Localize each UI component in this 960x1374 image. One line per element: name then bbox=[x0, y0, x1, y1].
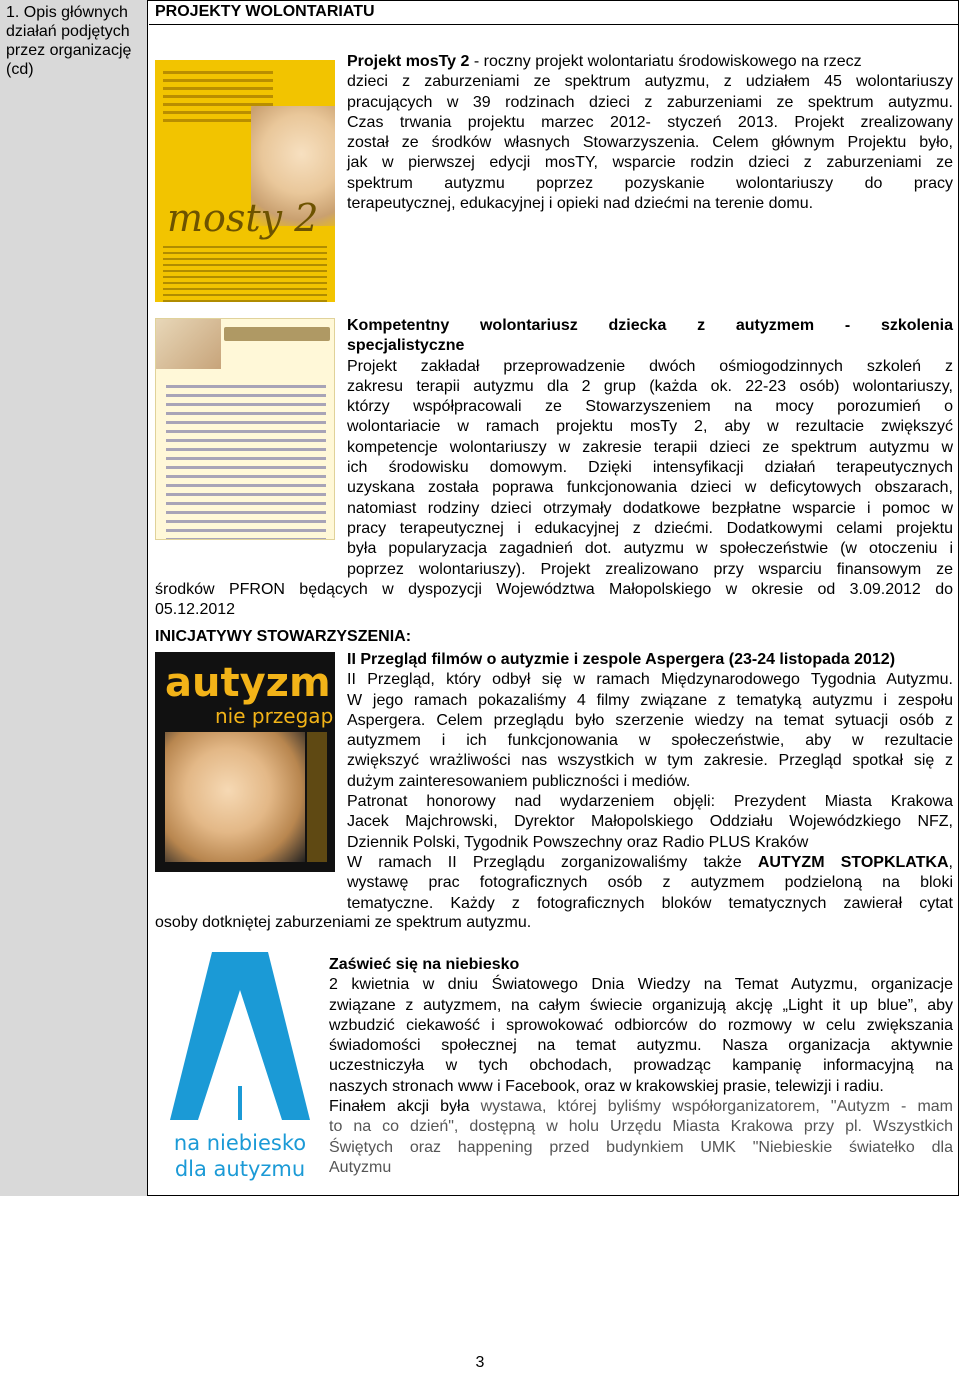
logo-line-1: na niebiesko bbox=[173, 1131, 307, 1155]
project2-full-text bbox=[155, 580, 953, 621]
project1-line: spektrum autyzmu poprzez pozyskanie wolontariuszy do pracy bbox=[347, 174, 953, 192]
initiative2-title: Zaświeć się na niebiesko bbox=[329, 956, 520, 973]
project2-line: poprzez wolontariuszy). Projekt zrealizowano przy wsparciu finansowym ze bbox=[347, 560, 953, 578]
film-review-poster-image bbox=[155, 652, 335, 894]
section-heading: PROJEKTY WOLONTARIATU bbox=[155, 3, 375, 20]
initiative2-line: 2 kwietnia w dniu Światowego Dnia Wiedzy na Temat Autyzmu, organizacje bbox=[329, 976, 953, 994]
project2-line: uzyskana została poprawa funkcjonowania dzieci w deficytowych obszarach, bbox=[347, 479, 953, 497]
poster-title: autyzm bbox=[165, 660, 331, 706]
project2-title: Kompetentny wolontariusz dziecka z autyzmem - szkolenia bbox=[347, 317, 953, 334]
project1-line: dzieci z zaburzeniami ze spektrum autyzmu, z udziałem 45 wolontariuszy bbox=[347, 73, 953, 91]
project2-line: pracy terapeutycznej i edukacyjnej z dziećmi. Dodatkowymi celami projektu bbox=[347, 519, 953, 537]
project1-line: jak w pierwszej edycji mosTY, wsparcie rodzin dzieci z zaburzeniami ze bbox=[347, 154, 953, 172]
initiative2-line: Świętych oraz happening przed budynkiem UMK "Niebieskie światełko dla bbox=[329, 1138, 953, 1156]
initiative1-title: II Przegląd filmów o autyzmie i zespole Aspergera (23-24 listopada 2012) bbox=[347, 651, 896, 668]
initiative2-line: świadomości społecznej na temat autyzmu. Nasza organizacja aktywnie bbox=[329, 1037, 953, 1055]
initiative2-gray-span: wystawa, której byliśmy współorganizatorem, "Autyzm - mam bbox=[469, 1098, 954, 1116]
mosty-poster-image bbox=[155, 46, 335, 302]
initiative1-line: tematyczne. Każdy z fotograficznych bloków tematycznych zawierał cytat bbox=[347, 894, 953, 912]
initiative1-line: Jacek Majchrowski, Dyrektor Małopolskiego Oddziału Wojewódzkiego NFZ, bbox=[347, 813, 953, 831]
training-poster-image bbox=[155, 318, 335, 540]
left-label-text: 1. Opis głównych działań podjętych przez organizację (cd) bbox=[6, 4, 132, 78]
initiative1-full-line: osoby dotkniętej zaburzeniami ze spektrum autyzmu. bbox=[155, 914, 532, 931]
project1-line: Czas trwania projektu marzec 2012- styczeń 2013. Projekt zrealizowany bbox=[347, 113, 953, 131]
project2-line: zakresu terapii autyzmu dla 2 grup (każda ok. 22-23 osób) wolontariuszy, bbox=[347, 377, 953, 395]
poster-title: mosty 2 bbox=[167, 196, 319, 240]
poster-subtitle: nie przegap bbox=[215, 704, 334, 728]
project2-line: 05.12.2012 bbox=[155, 601, 236, 619]
project2-line: była popularyzacja zagadnień dot. autyzmu w społeczeństwie (w otoczeniu i bbox=[347, 540, 953, 558]
initiative2-line: Autyzmu bbox=[329, 1158, 392, 1176]
initiative1-line bbox=[347, 853, 953, 873]
initiative1-line: II Przegląd, który odbył się w ramach Międzynarodowego Tygodnia Autyzmu. bbox=[347, 671, 953, 689]
initiative2-line: naszych stronach www i Facebook, oraz w krakowskiej prasie, telewizji i radiu. bbox=[329, 1077, 884, 1095]
initiative1-line: Aspergera. Celem przeglądu było szerzenie wiedzy na temat sytuacji osób z bbox=[347, 711, 953, 729]
project2-line: ich środowisku domowym. Dzięki intensyfikacji działań terapeutycznych bbox=[347, 459, 953, 477]
project2-line: wolontariacie w ramach projektu mosTy 2, aby w rezultacie zwiększyć bbox=[347, 418, 953, 436]
initiative2-line: wzbudzić ciekawość i sprowokować odbiorców do rozmowy w celu zwiększania bbox=[329, 1016, 953, 1034]
initiative1-line: autyzmem i ich funkcjonowania w społeczeństwie, aby w rezultacie bbox=[347, 732, 953, 750]
project2-text bbox=[347, 316, 953, 580]
project2-line: natomiast rodziny dzieci otrzymały dodatkowe bezpłatne wsparcie i pomoc w bbox=[347, 499, 953, 517]
project2-title: specjalistyczne bbox=[347, 337, 465, 355]
initiative2-line: związane z autyzmem, na całym świecie organizują akcję „Light it up blue”, aby bbox=[329, 996, 953, 1014]
initiative1-line: Dziennik Polski, Tygodnik Powszechny oraz Radio PLUS Kraków bbox=[347, 833, 809, 851]
page-number: 3 bbox=[475, 1354, 485, 1371]
initiative2-line: uczestniczyła w tych obchodach, prowadząc kampanię informacyjną na bbox=[329, 1057, 953, 1075]
project2-line: środków PFRON będących w dyspozycji Województwa Małopolskiego w okresie od 3.09.2012 do bbox=[155, 581, 953, 598]
initiative2-line: to na co dzień", dostępną w holu Urzędu Miasta Krakowa przy pl. Wszystkich bbox=[329, 1118, 953, 1136]
initiative2-text-span: Finałem akcji była bbox=[329, 1098, 470, 1116]
light-it-up-blue-logo bbox=[160, 950, 320, 1190]
logo-line-2: dla autyzmu bbox=[174, 1157, 306, 1181]
heading-divider bbox=[149, 24, 959, 25]
project1-line: został ze środków własnych Stowarzyszenia. Celem głównym Projektu było, bbox=[347, 134, 953, 152]
project2-line: Projekt zakładał przeprowadzenie dwóch ośmiogodzinnych szkoleń z bbox=[347, 357, 953, 375]
project2-line: którzy współpracowali ze Stowarzyszeniem na mocy porozumień o bbox=[347, 398, 953, 416]
initiative1-text-span: , bbox=[948, 853, 953, 871]
initiative1-line: dużym zainteresowaniem publiczności i mediów. bbox=[347, 772, 691, 790]
initiative2-line bbox=[329, 1097, 953, 1117]
initiative1-line: wystawę prac fotograficznych osób z autyzmem podzieloną na bloki bbox=[347, 874, 953, 892]
project1-line: - roczny projekt wolontariatu środowiskowego na rzecz bbox=[469, 53, 862, 70]
project1-line: pracujących w 39 rodzinach dzieci z zaburzeniami ze spektrum autyzmu. bbox=[347, 93, 953, 111]
project1-text bbox=[347, 52, 953, 214]
project1-line: terapeutycznej, edukacyjnej i opieki nad dziećmi na terenie domu. bbox=[347, 195, 814, 213]
project1-title: Projekt mosTy 2 bbox=[347, 53, 470, 70]
initiatives-heading: INICJATYWY STOWARZYSZENIA: bbox=[155, 628, 412, 645]
initiative1-text-span: W ramach II Przeglądu zorganizowaliśmy także bbox=[347, 853, 758, 871]
stopklatka-label: AUTYZM STOPKLATKA bbox=[757, 853, 949, 871]
initiative2-text bbox=[329, 955, 953, 1178]
left-label-cell bbox=[0, 0, 148, 1196]
initiative1-line: W jego ramach pokazaliśmy 4 filmy związane z tematyką autyzmu i zespołu bbox=[347, 691, 953, 709]
initiative1-text bbox=[347, 650, 953, 914]
initiative1-line: zwiększyć wrażliwości nas wszystkich w tym zakresie. Przegląd spotkał się z bbox=[347, 752, 953, 770]
project2-line: kompetencje wolontariuszy w zakresie terapii dzieci ze spektrum autyzmu w bbox=[347, 438, 953, 456]
initiative1-line: Patronat honorowy nad wydarzeniem objęli: Prezydent Miasta Krakowa bbox=[347, 793, 953, 811]
